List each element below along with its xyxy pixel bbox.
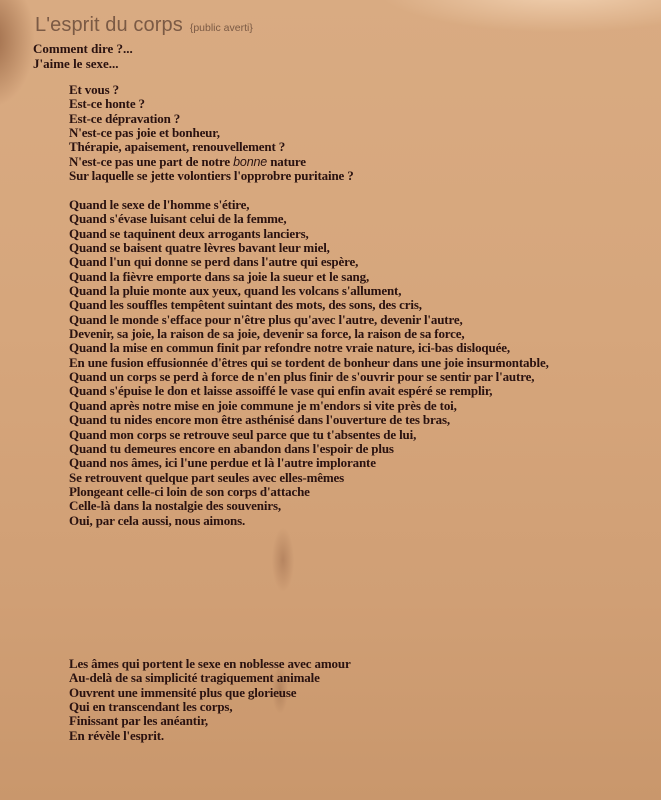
verse-line: Celle-là dans la nostalgie des souvenirs, <box>69 498 281 514</box>
verse-line: Finissant par les anéantir, <box>69 713 208 729</box>
verse-text: N'est-ce pas une part de notre <box>69 153 234 169</box>
verse-line: Qui en transcendant les corps, <box>69 699 233 715</box>
verse-line: Est-ce honte ? <box>69 96 145 112</box>
poem-intro <box>33 41 133 71</box>
verse-line: Quand s'évase luisant celui de la femme, <box>69 211 287 227</box>
verse-line: Ouvrent une immensité plus que glorieuse <box>69 684 297 700</box>
verse-line: Quand tu nides encore mon être asthénisé dans l'ouverture de tes bras, <box>69 412 450 428</box>
verse-line: Quand un corps se perd à force de n'en plus finir de s'ouvrir pour se sentir par l'autre, <box>69 369 535 385</box>
verse-line: Oui, par cela aussi, nous aimons. <box>69 512 246 528</box>
verse-line: Quand après notre mise en joie commune je m'endors si vite près de toi, <box>69 397 457 413</box>
verse-line: Les âmes qui portent le sexe en noblesse avec amour <box>69 656 351 671</box>
intro-line: Comment dire ?... <box>33 41 133 56</box>
verse-line: Quand s'épuise le don et laisse assoiffé le vase qui enfin avait espéré se remplir, <box>69 383 493 399</box>
stanza-2 <box>69 198 549 528</box>
intro-line: J'aime le sexe... <box>33 56 119 71</box>
verse-line: Quand la mise en commun finit par refondre notre vraie nature, ici-bas disloquée, <box>69 340 510 356</box>
verse-line: Devenir, sa joie, la raison de sa joie, devenir sa force, la raison de sa force, <box>69 326 465 342</box>
poem-header <box>35 14 253 37</box>
verse-line <box>69 155 354 169</box>
verse-line: Quand le sexe de l'homme s'étire, <box>69 197 250 212</box>
verse-line: Quand nos âmes, ici l'une perdue et là l'autre implorante <box>69 455 376 471</box>
emphasis-text: bonne <box>233 154 268 169</box>
verse-line: Quand l'un qui donne se perd dans l'autre qui espère, <box>69 254 359 270</box>
verse-line: Quand se taquinent deux arrogants lanciers, <box>69 225 309 241</box>
verse-line: Et vous ? <box>69 82 119 97</box>
verse-line: Plongeant celle-ci loin de son corps d'attache <box>69 483 310 499</box>
verse-line: En une fusion effusionnée d'êtres qui se tordent de bonheur dans une joie insurmontable, <box>69 354 549 370</box>
verse-line: N'est-ce pas joie et bonheur, <box>69 125 220 141</box>
verse-line: Se retrouvent quelque part seules avec elles-mêmes <box>69 469 345 485</box>
stanza-3 <box>69 657 351 743</box>
verse-line: Sur laquelle se jette volontiers l'opprobre puritaine ? <box>69 168 354 184</box>
poem-subtitle: {public averti} <box>189 22 253 34</box>
verse-line: Quand le monde s'efface pour n'être plus qu'avec l'autre, devenir l'autre, <box>69 311 463 327</box>
stanza-1 <box>69 83 354 183</box>
verse-line: Quand se baisent quatre lèvres bavant leur miel, <box>69 240 330 256</box>
verse-line: Quand la pluie monte aux yeux, quand les volcans s'allument, <box>69 283 402 299</box>
verse-line: Quand mon corps se retrouve seul parce que tu t'absentes de lui, <box>69 426 417 442</box>
verse-line: Quand tu demeures encore en abandon dans l'espoir de plus <box>69 440 394 456</box>
verse-text: nature <box>267 153 306 169</box>
verse-line: Est-ce dépravation ? <box>69 110 181 126</box>
verse-line: Quand les souffles tempêtent suintant des mots, des sons, des cris, <box>69 297 422 313</box>
verse-line: Au-delà de sa simplicité tragiquement animale <box>69 670 320 686</box>
verse-line: Thérapie, apaisement, renouvellement ? <box>69 139 286 155</box>
verse-line: En révèle l'esprit. <box>69 727 164 743</box>
poem-title: L'esprit du corps <box>35 14 183 36</box>
verse-line: Quand la fièvre emporte dans sa joie la sueur et le sang, <box>69 268 370 284</box>
